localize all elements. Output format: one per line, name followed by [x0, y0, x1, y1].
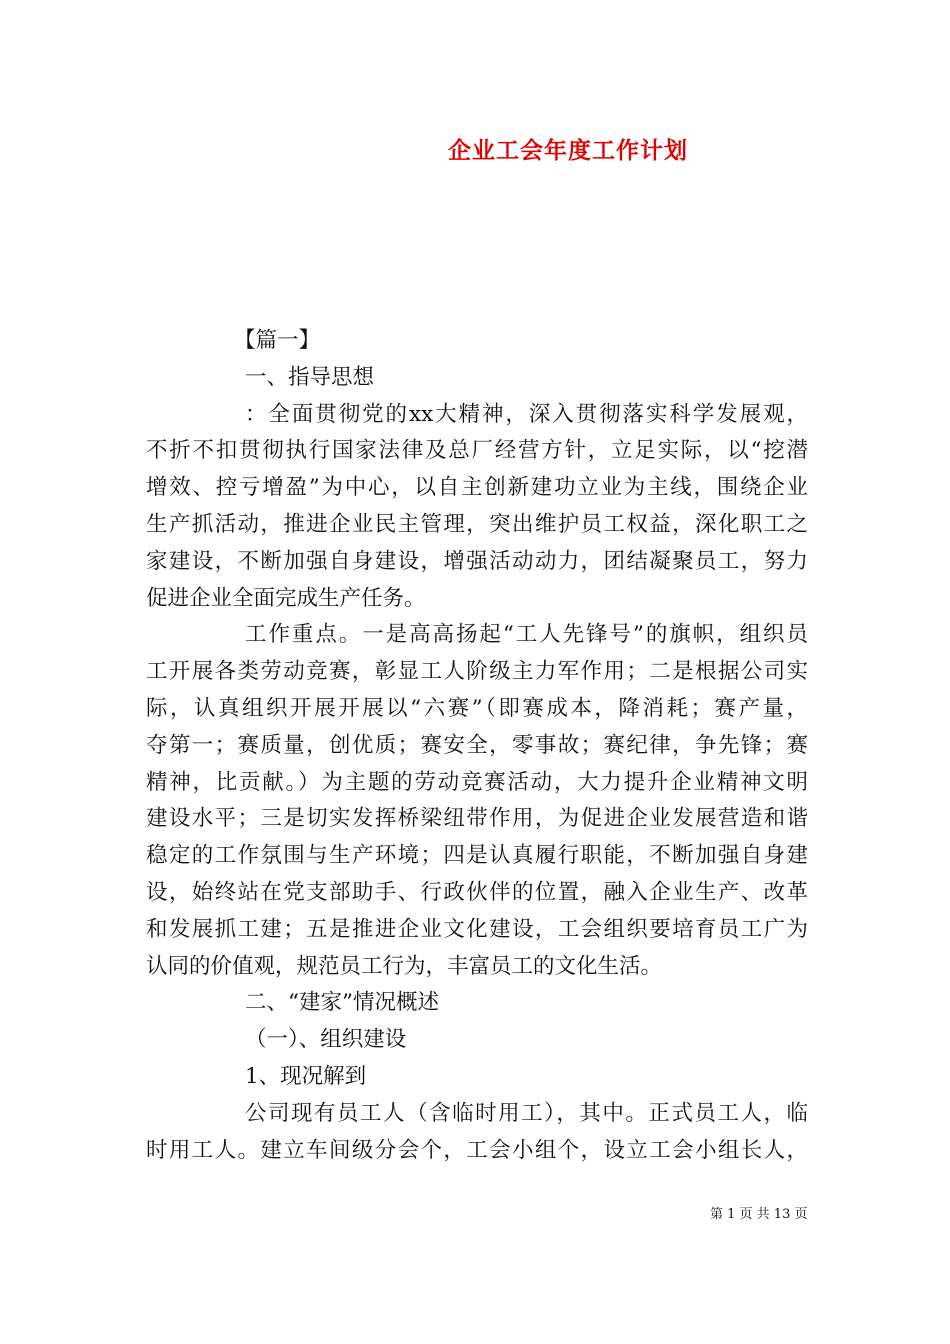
text-line: 稳定的工作氛围与生产环境；四是认真履行职能，不断加强自身建	[146, 843, 808, 869]
text-line: 际，认真组织开展开展以“六赛”（即赛成本，降消耗；赛产量，	[146, 695, 808, 721]
document-body	[146, 323, 808, 1169]
text-line: 增效、控亏增盈”为中心，以自主创新建功立业为主线，围绕企业	[146, 475, 808, 501]
page-number-footer: 第 1 页 共 13 页	[710, 1207, 808, 1222]
text-line: 工作重点。一是高高扬起“工人先锋号”的旗帜，组织员	[245, 622, 808, 648]
text-line: ：全面贯彻党的xx大精神，深入贯彻落实科学发展观，	[245, 401, 808, 427]
text-line: 二、“建家”情况概述	[245, 990, 439, 1016]
text-line: 时用工人。建立车间级分会个，工会小组个，设立工会小组长人，	[146, 1137, 808, 1163]
text-line: 【篇一】	[234, 328, 321, 353]
text-line: 工开展各类劳动竞赛，彰显工人阶级主力军作用；二是根据公司实	[146, 659, 808, 685]
text-line: 1、现况解到	[245, 1063, 367, 1089]
text-line: 公司现有员工人（含临时用工），其中。正式员工人，临	[245, 1100, 808, 1126]
text-line: 建设水平；三是切实发挥桥梁纽带作用，为促进企业发展营造和谐	[146, 806, 808, 832]
text-line: 和发展抓工建；五是推进企业文化建设，工会组织要培育员工广为	[146, 916, 808, 942]
text-line: 精神，比贡献。）为主题的劳动竞赛活动，大力提升企业精神文明	[146, 769, 808, 795]
document-title: 企业工会年度工作计划	[448, 137, 688, 164]
text-line: 夺第一；赛质量，创优质；赛安全，零事故；赛纪律，争先锋；赛	[146, 732, 808, 758]
text-line: 设，始终站在党支部助手、行政伙伴的位置，融入企业生产、改革	[146, 879, 808, 905]
text-line: 一、指导思想	[245, 364, 375, 390]
text-line: 不折不扣贯彻执行国家法律及总厂经营方针，立足实际，以“挖潜	[146, 438, 808, 464]
text-line: 认同的价值观，规范员工行为，丰富员工的文化生活。	[146, 953, 663, 979]
text-line: 家建设，不断加强自身建设，增强活动动力，团结凝聚员工，努力	[146, 548, 808, 574]
text-line: 促进企业全面完成生产任务。	[146, 585, 426, 611]
text-line: （一）、组织建设	[245, 1027, 407, 1053]
text-line: 生产抓活动，推进企业民主管理，突出维护员工权益，深化职工之	[146, 511, 808, 537]
